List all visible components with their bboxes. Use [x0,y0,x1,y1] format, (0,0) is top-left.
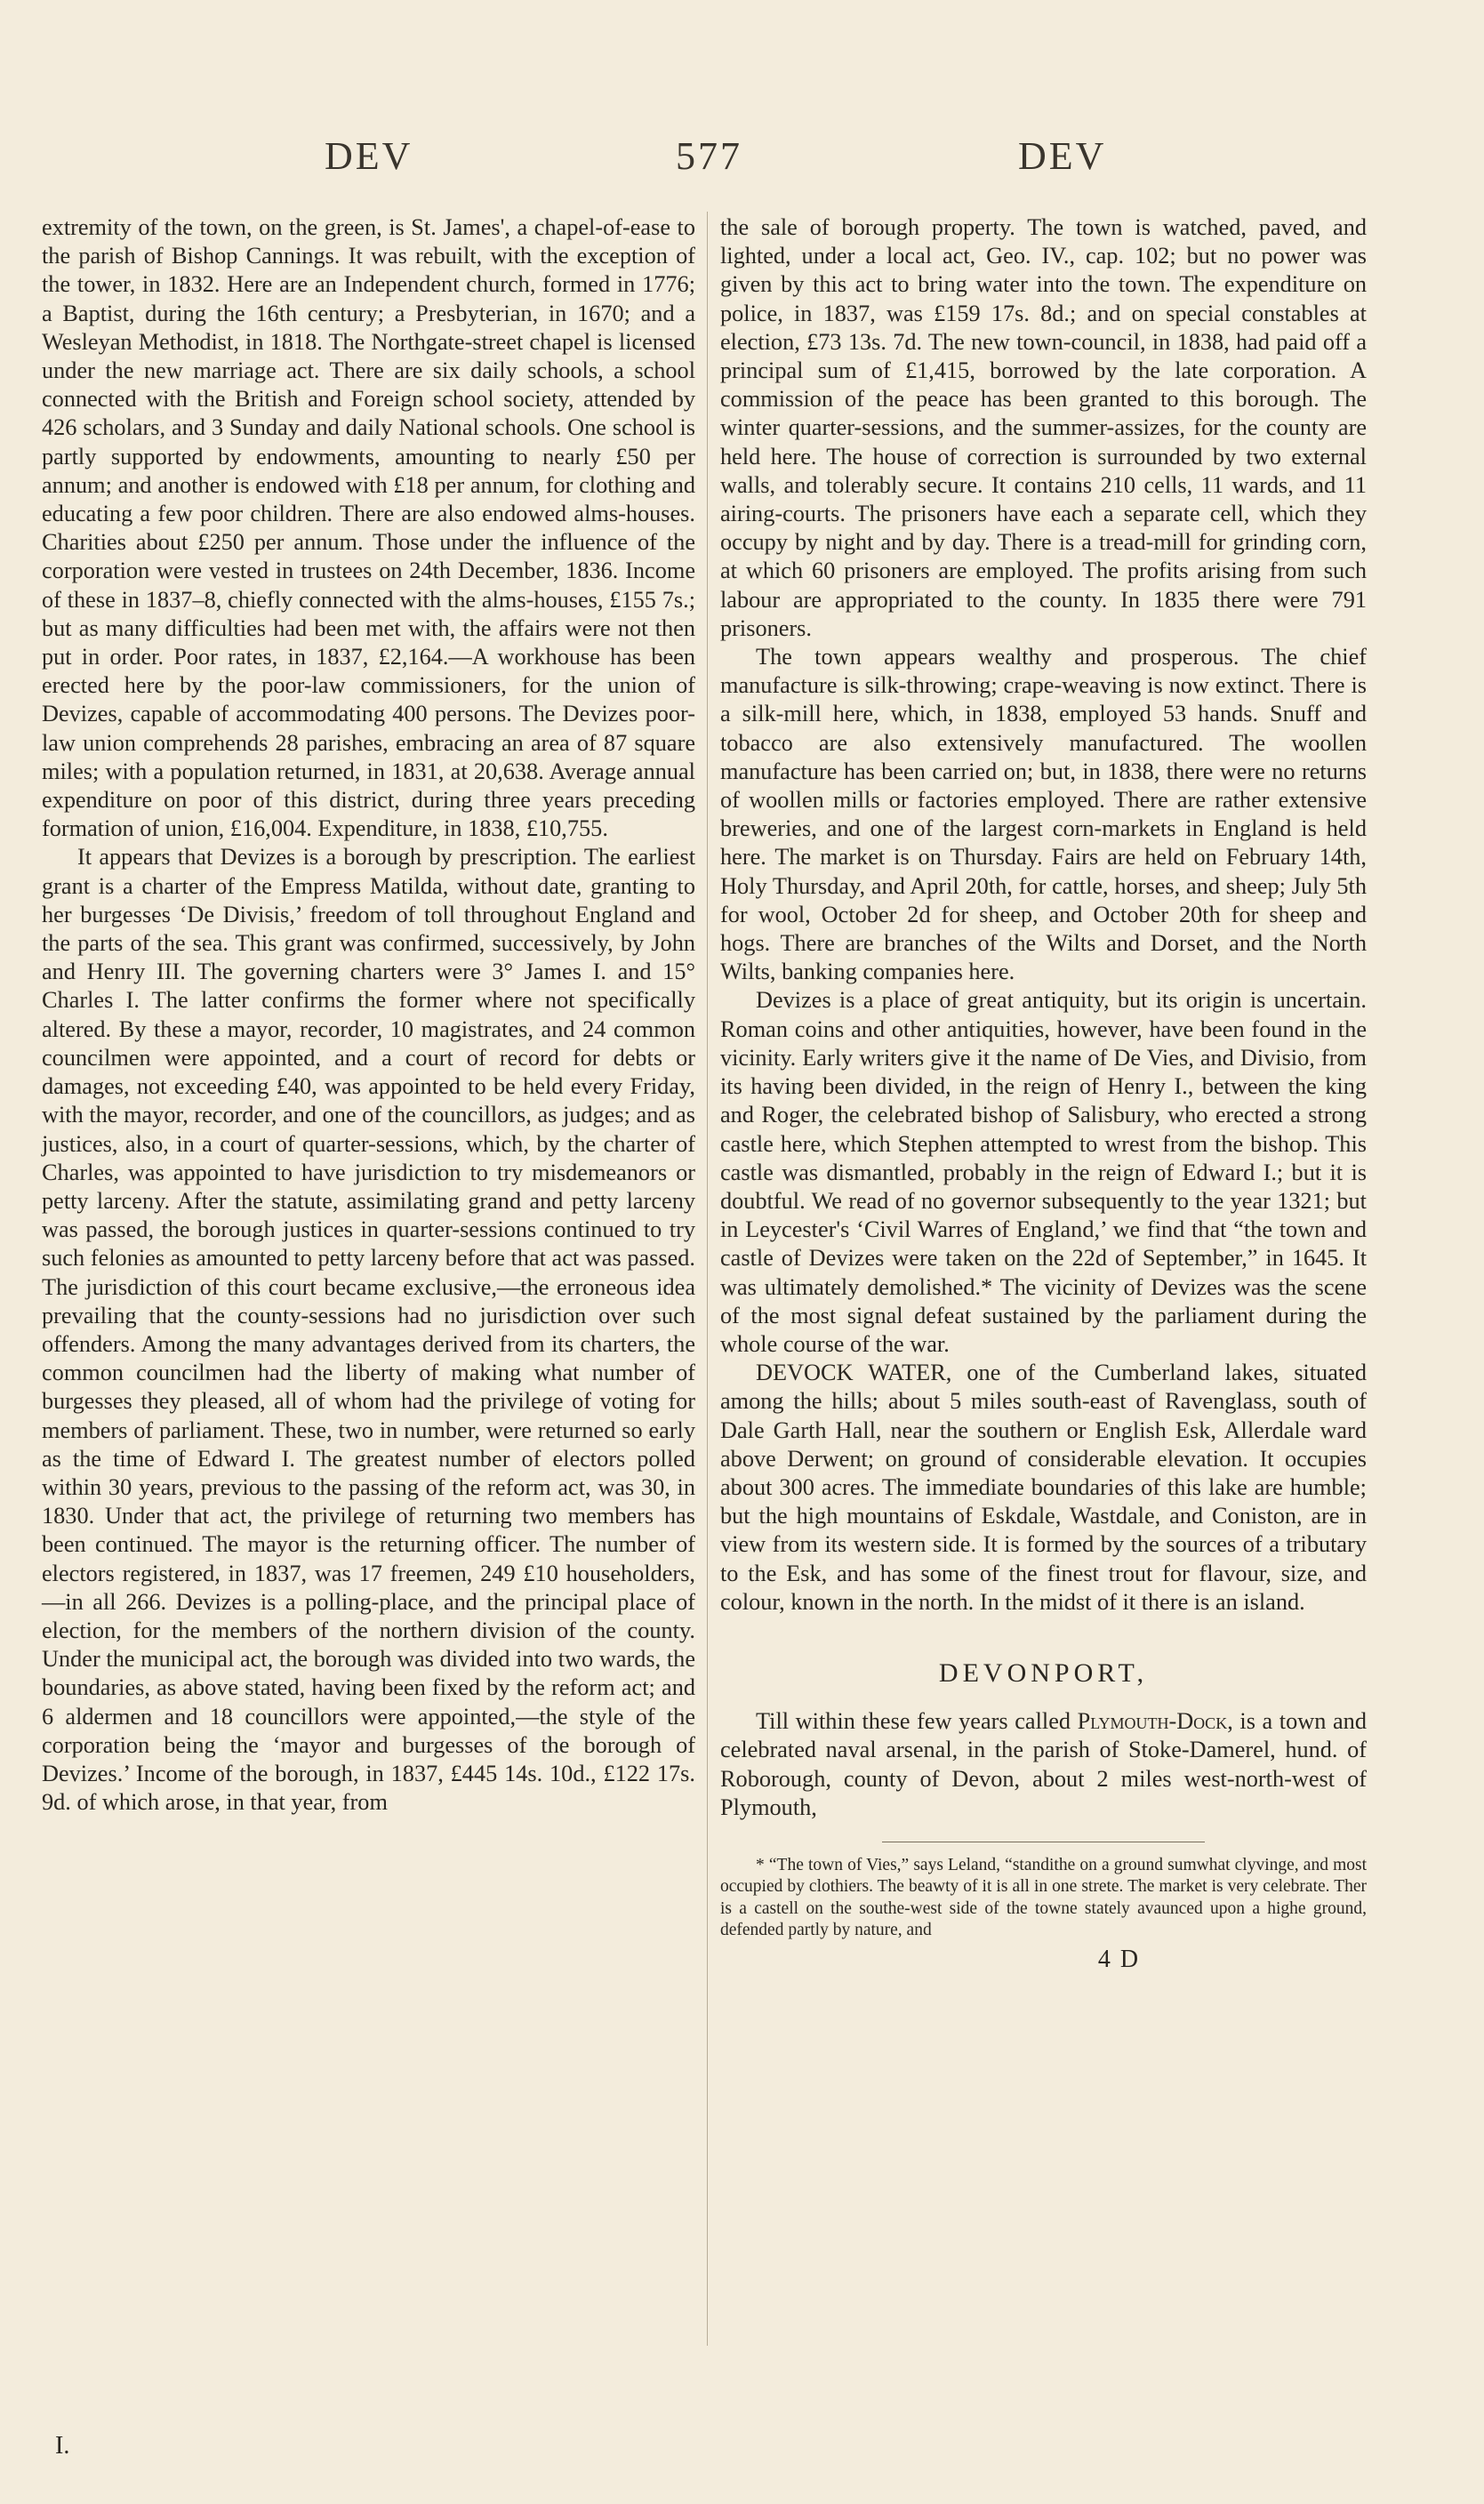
right-column [720,213,1367,1974]
devonport-rest: , is a town and celebrated naval arsenal, in the parish of Stoke-Damerel, hund. of Roborough, county of Devon, about 2 miles west-north-west of Plymouth, [720,1708,1367,1820]
section-heading-devonport: DEVONPORT, [938,1657,1149,1688]
page-number: 577 [676,134,742,178]
signature-mark-left: I. [55,2432,70,2460]
column-divider [707,212,708,2346]
right-paragraph-2: The town appears wealthy and prosperous. The chief manufacture is silk-throwing; crape-weaving is now extinct. There is a silk-mill here, which, in 1838, employed 53 hands. Snuff and tobacco are also extensively manufactured. The woollen manufacture has been carried on; but, in 1838, there were no returns of woollen mills or factories employed. There are rather extensive breweries, and one of the largest corn-markets in England is held here. The market is on Thursday. Fairs are held on February 14th, Holy Thursday, and April 20th, for cattle, horses, and sheep; July 5th for wool, October 2d for sheep, and October 20th for sheep and hogs. There are branches of the Wilts and Dorset, and the North Wilts, banking companies here. [720,644,1367,985]
right-paragraph-4: DEVOCK WATER, one of the Cumberland lakes, situated among the hills; about 5 miles south-east of Ravenglass, south of Dale Garth Hall, near the southern or English Esk, Allerdale ward above Derwent; on ground of considerable elevation. It occupies about 300 acres. The immediate boundaries of this lake are humble; but the high mountains of Eskdale, Wastdale, and Coniston, are in view from its western side. It is formed by the sources of a tributary to the Esk, and has some of the finest trout for flavour, size, and colour, known in the north. In the midst of it there is an island. [720,1360,1367,1615]
devonport-paragraph [720,1707,1367,1822]
left-paragraph-1: extremity of the town, on the green, is St. James', a chapel-of-ease to the parish of Bishop Cannings. It was rebuilt, with the exception of the tower, in 1832. Here are an Independent church, formed in 1776; a Baptist, during the 16th century; a Presbyterian, in 1670; and a Wesleyan Methodist, in 1818. The Northgate-street chapel is licensed under the new marriage act. There are six daily schools, a school connected with the British and Foreign school society, attended by 426 scholars, and 3 Sunday and daily National schools. One school is partly supported by endowments, amounting to nearly £50 per annum; and another is endowed with £18 per annum, for clothing and educating a few poor children. There are also endowed alms-houses. Charities about £250 per annum. Those under the influence of the corporation were vested in trustees on 24th December, 1836. Income of these in 1837–8, chiefly connected with the alms-houses, £155 7s.; but as many difficulties had been met with, the affairs were not then put in order. Poor rates, in 1837, £2,164.—A workhouse has been erected here by the poor-law commissioners, for the union of Devizes, capable of accommodating 400 persons. The Devizes poor-law union comprehends 28 parishes, embracing an area of 87 square miles; with a population returned, in 1831, at 20,638. Average annual expenditure on poor of this district, during three years preceding formation of union, £16,004. Expenditure, in 1838, £10,755. [42,214,695,842]
devonport-former-name: Plymouth-Dock [1077,1708,1228,1735]
right-paragraph-3: Devizes is a place of great antiquity, but its origin is uncertain. Roman coins and other antiquities, however, have been found in the vicinity. Early writers give it the name of De Vies, and Divisio, from its having been divided, in the reign of Henry I., between the king and Roger, the celebrated bishop of Salisbury, who erected a strong castle here, which Stephen attempted to wrest from the bishop. This castle was dismantled, probably in the reign of Edward I.; but it is doubtful. We read of no governor subsequently to the year 1321; but in Leycester's ‘Civil Warres of England,’ we find that “the town and castle of Devizes were taken on the 22d of September,” in 1645. It was ultimately demolished.* The vicinity of Devizes was the scene of the most signal defeat sustained by the parliament during the whole course of the war. [720,987,1367,1357]
left-paragraph-2: It appears that Devizes is a borough by prescription. The earliest grant is a charter of the Empress Matilda, without date, granting to her burgesses ‘De Divisis,’ freedom of toll throughout England and the parts of the sea. This grant was confirmed, successively, by John and Henry III. The governing charters were 3° James I. and 15° Charles I. The latter confirms the former where not specifically altered. By these a mayor, recorder, 10 magistrates, and 24 common councilmen were appointed, and a court of record for debts or damages, not exceeding £40, was appointed to be held every Friday, with the mayor, recorder, and one of the councillors, as judges; and as justices, also, in a court of quarter-sessions, which, by the charter of Charles, was appointed to have jurisdiction to try misdemeanors or petty larceny. After the statute, assimilating grand and petty larceny was passed, the borough justices in quarter-sessions continued to try such felonies as amounted to petty larceny before that act was passed. The jurisdiction of this court became exclusive,—the erroneous idea prevailing that the county-sessions had no jurisdiction over such offenders. Among the many advantages derived from its charters, the common councilmen had the liberty of making what number of burgesses they pleased, all of whom had the privilege of voting for members of parliament. These, two in number, were returned so early as the time of Edward I. The greatest number of electors polled within 30 years, previous to the passing of the reform act, was 30, in 1830. Under that act, the privilege of returning two members has been continued. The mayor is the returning officer. The number of electors registered, in 1837, was 17 freemen, 249 £10 householders,—in all 266. Devizes is a polling-place, and the principal place of election, for the members of the northern division of the county. Under the municipal act, the borough was divided into two wards, the boundaries, as above stated, having been fixed by the reform act; and 6 aldermen and 18 councillors were appointed,—the style of the corporation being the ‘mayor and burgesses of the borough of Devizes.’ Income of the borough, in 1837, £445 14s. 10d., £122 17s. 9d. of which arose, in that year, from [42,844,695,1816]
running-head-right: DEV [1018,134,1107,178]
footnote: * “The town of Vies,” says Leland, “standithe on a ground sumwhat clyvinge, and most occupied by clothiers. The beawty of it is all in one strete. The market is very celebrate. Ther is a castell on the southe-west side of the towne stately avaunced upon a highe ground, defended partly by nature, and [720,1855,1367,1940]
left-column [42,213,695,1817]
signature-mark-right: 4 D [1097,1945,1141,1973]
devonport-intro: Till within these few years called [756,1708,1071,1735]
right-paragraph-1: the sale of borough property. The town is watched, paved, and lighted, under a local act, Geo. IV., cap. 102; but no power was given by this act to bring water into the town. The expenditure on police, in 1837, was £159 17s. 8d.; and on special constables at election, £73 13s. 7d. The new town-council, in 1838, had paid off a principal sum of £1,415, borrowed by the late corporation. A commission of the peace has been granted to this borough. The winter quarter-sessions, and the summer-assizes, for the county are held here. The house of correction is surrounded by two external walls, and tolerably secure. It contains 210 cells, 11 wards, and 11 airing-courts. The prisoners have each a separate cell, which they occupy by night and by day. There is a tread-mill for grinding corn, at which 60 prisoners are employed. The profits arising from such labour are appropriated to the county. In 1835 there were 791 prisoners. [720,214,1367,641]
running-head-left: DEV [325,134,413,178]
